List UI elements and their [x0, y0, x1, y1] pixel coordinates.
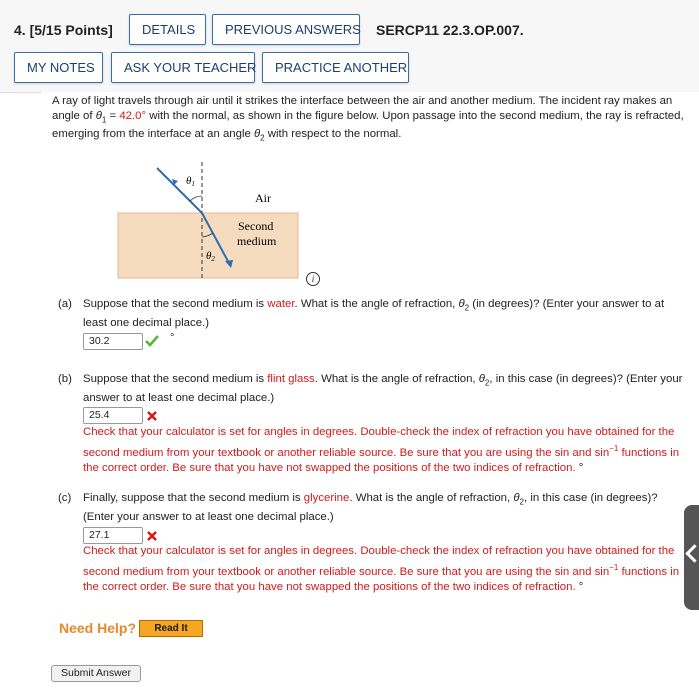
- submit-answer-button[interactable]: Submit Answer: [51, 665, 141, 682]
- refraction-figure: [117, 160, 302, 280]
- part-a-theta-sub: 2: [464, 303, 470, 313]
- theta2-subscript: 2: [260, 133, 265, 143]
- theta1-value: 42.0°: [119, 110, 147, 122]
- theta2-symbol: θ: [253, 128, 261, 141]
- part-b-medium: flint glass: [267, 373, 315, 385]
- question-index: 4.: [14, 22, 26, 38]
- part-a-q1: Suppose that the second medium is: [83, 298, 268, 310]
- part-b-q2: . What is the angle of refraction,: [314, 373, 479, 385]
- problem-code: SERCP11 22.3.OP.007.: [376, 22, 524, 38]
- problem-text-3: with respect to the normal.: [264, 128, 402, 141]
- x-icon: [146, 530, 158, 542]
- theta2-label: θ2: [206, 250, 215, 263]
- part-b-theta-sub: 2: [484, 378, 490, 388]
- part-b-unit: °: [578, 461, 584, 474]
- details-button[interactable]: DETAILS: [129, 14, 206, 45]
- part-b-q1: Suppose that the second medium is: [83, 373, 268, 385]
- part-b-feedback-1: Check that your calculator is set for angles in degrees. Double-check the index of refraction you have obtained for the second medium from your textbook or another reliable source. Be sure that you are using the sin and sin: [83, 426, 675, 459]
- check-icon: [145, 335, 159, 347]
- theta1-subscript: 1: [101, 115, 107, 125]
- second-label: Second: [238, 219, 274, 233]
- part-c-feedback-sup: −1: [609, 562, 619, 572]
- part-c-feedback-2: functions in the correct order. Be sure that you have not swapped the positions of the two indices of refraction.: [83, 565, 680, 593]
- part-a-theta: θ: [458, 298, 465, 310]
- part-a-answer-input[interactable]: 30.2: [83, 333, 143, 350]
- problem-text-2: with the normal, as shown in the figure below. Upon passage into the second medium, the ray is refracted, emerging from the interface at an angle: [52, 110, 684, 141]
- info-icon[interactable]: i: [306, 272, 320, 286]
- points-score: [5/15 Points]: [29, 22, 113, 38]
- read-it-button[interactable]: Read It: [139, 620, 203, 637]
- theta1-label: θ1: [186, 175, 195, 188]
- part-b-feedback: [83, 425, 688, 476]
- medium-label: medium: [237, 234, 277, 248]
- part-b-theta: θ: [478, 373, 485, 385]
- previous-answers-button[interactable]: PREVIOUS ANSWERS: [212, 14, 360, 45]
- part-c-tag: (c): [58, 492, 72, 504]
- chevron-left-icon: [685, 544, 699, 562]
- air-label: Air: [255, 191, 271, 205]
- part-c-q2: . What is the angle of refraction,: [349, 492, 514, 504]
- part-c-feedback: [83, 544, 683, 595]
- part-c-medium: glycerine: [303, 492, 350, 504]
- question-number: [14, 22, 113, 38]
- question-header: [0, 0, 699, 93]
- part-a-q3: (in degrees)? (Enter your answer to at least one decimal place.): [83, 298, 665, 329]
- part-b-feedback-2: functions in the correct order. Be sure that you have not swapped the positions of the two indices of refraction.: [83, 446, 680, 474]
- part-a-unit: °: [170, 332, 175, 344]
- part-b-feedback-sup: −1: [609, 443, 619, 453]
- part-b-question: [83, 372, 688, 406]
- x-icon: [146, 410, 158, 422]
- part-c-theta: θ: [513, 492, 520, 504]
- part-c-q3: , in this case (in degrees)? (Enter your answer to at least one decimal place.): [83, 492, 658, 523]
- part-a-tag: (a): [58, 298, 72, 310]
- part-b-answer-input[interactable]: 25.4: [83, 407, 143, 424]
- problem-statement: [52, 94, 684, 146]
- part-c-theta-sub: 2: [519, 497, 524, 507]
- part-b-q3: , in this case (in degrees)? (Enter your answer to at least one decimal place.): [83, 373, 683, 404]
- my-notes-button[interactable]: MY NOTES: [14, 52, 103, 83]
- side-panel-tab[interactable]: [684, 505, 699, 610]
- equals-sign: =: [106, 110, 120, 122]
- part-c-feedback-1: Check that your calculator is set for angles in degrees. Double-check the index of refraction you have obtained for the second medium from your textbook or another reliable source. Be sure that you are using the sin and sin: [83, 545, 675, 578]
- problem-text-1: A ray of light travels through air until it strikes the interface between the air and another medium. The incident ray makes an angle of: [52, 95, 673, 122]
- part-a-medium: water: [267, 298, 295, 310]
- part-a-q2: . What is the angle of refraction,: [294, 298, 459, 310]
- part-c-unit: °: [578, 580, 584, 593]
- part-c-q1: Finally, suppose that the second medium is: [83, 492, 304, 504]
- ask-teacher-button[interactable]: ASK YOUR TEACHER: [111, 52, 255, 83]
- practice-another-button[interactable]: PRACTICE ANOTHER: [262, 52, 409, 83]
- theta1-arc: [190, 196, 202, 201]
- part-b-tag: (b): [58, 373, 72, 385]
- part-a-question: [83, 297, 688, 331]
- part-c-answer-input[interactable]: 27.1: [83, 527, 143, 544]
- theta1-symbol: θ: [95, 110, 102, 122]
- incident-ray: [157, 168, 202, 213]
- need-help-label: Need Help?: [59, 620, 137, 636]
- part-c-question: [83, 491, 688, 525]
